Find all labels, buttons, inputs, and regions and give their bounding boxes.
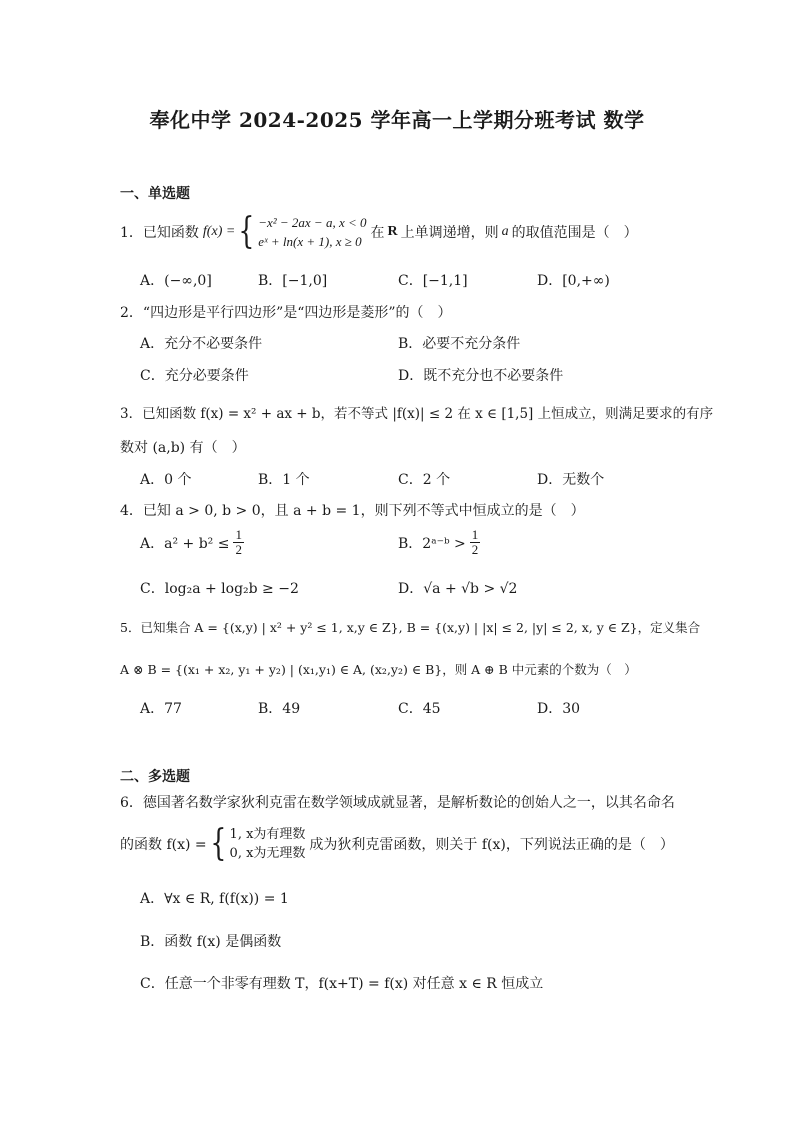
q4-option-b-text: B．2ᵃ⁻ᵇ > <box>398 535 466 552</box>
q2-option-b[interactable]: B．必要不充分条件 <box>398 336 521 352</box>
q1-option-c[interactable]: C．[−1,1] <box>398 273 468 289</box>
q1-option-d[interactable]: D．[0,+∞) <box>537 273 610 289</box>
q1-option-a[interactable]: A．(−∞,0] <box>140 273 212 289</box>
q4-a-frac-den: 2 <box>235 542 242 557</box>
q4-a-frac-num: 1 <box>235 527 242 542</box>
q4-option-d[interactable]: D．√a + √b > √2 <box>398 581 518 597</box>
q6-option-c[interactable]: C．任意一个非零有理数 T，f(x+T) = f(x) 对任意 x ∈ R 恒成立 <box>140 976 544 992</box>
question-6-stem-line2 <box>120 824 674 864</box>
q6-pre: 的函数 f(x) = <box>120 837 207 853</box>
q1-cases <box>258 213 366 251</box>
q4-option-a[interactable] <box>140 528 244 557</box>
q3-option-c[interactable]: C．2 个 <box>398 472 451 488</box>
question-3-stem-line1: 3．已知函数 f(x) = x² + ax + b，若不等式 |f(x)| ≤ 2 在 x ∈ [1,5] 上恒成立，则满足要求的有序 <box>120 406 714 422</box>
q2-option-a[interactable]: A．充分不必要条件 <box>140 336 263 352</box>
q1-tail-a: 在 <box>370 225 385 241</box>
q5-option-b[interactable]: B．49 <box>258 701 301 717</box>
q2-option-c[interactable]: C．充分必要条件 <box>140 368 249 384</box>
q4-option-b-fraction <box>470 528 481 557</box>
q6-case-2: 0, x为无理数 <box>229 846 306 861</box>
q1-case-2: eˣ + ln(x + 1), x ≥ 0 <box>258 234 362 249</box>
q4-option-c[interactable]: C．log₂a + log₂b ≥ −2 <box>140 581 299 597</box>
q3-option-d[interactable]: D．无数个 <box>537 472 605 488</box>
q6-cases <box>230 825 306 863</box>
question-4-stem: 4．已知 a > 0, b > 0，且 a + b = 1，则下列不等式中恒成立的是（ ） <box>120 503 585 519</box>
q6-option-a[interactable]: A．∀x ∈ R, f(f(x)) = 1 <box>140 891 289 907</box>
q4-b-frac-num: 1 <box>471 527 479 542</box>
q4-option-a-text: A．a² + b² ≤ <box>140 535 230 552</box>
q1-case-1: −x² − 2ax − a, x < 0 <box>258 215 367 230</box>
section-multiple-choice: 二、多选题 <box>120 769 190 785</box>
q6-brace: { <box>210 823 227 864</box>
q5-option-d[interactable]: D．30 <box>537 701 581 717</box>
q1-tail-b: 上单调递增，则 <box>400 225 499 241</box>
q1-tail-c: a <box>501 224 509 239</box>
question-5-stem-line2: A ⊗ B = {(x₁ + x₂, y₁ + y₂) | (x₁,y₁) ∈ A, (x₂,y₂) ∈ B}，则 A ⊕ B 中元素的个数为（ ） <box>120 662 637 677</box>
q6-post: 成为狄利克雷函数，则关于 f(x)，下列说法正确的是（ ） <box>309 837 674 853</box>
q1-brace: { <box>238 211 255 252</box>
question-3-stem-line2: 数对 (a,b) 有（ ） <box>120 440 246 456</box>
q3-option-b[interactable]: B．1 个 <box>258 472 310 488</box>
q1-function: f(x) = <box>202 224 236 239</box>
q4-option-a-fraction <box>233 528 244 557</box>
q1-number: 1．已知函数 <box>120 225 199 241</box>
q1-tail-R: R <box>387 224 398 239</box>
q1-tail-d: 的取值范围是（ ） <box>511 225 638 241</box>
question-5-stem-line1: 5．已知集合 A = {(x,y) | x² + y² ≤ 1, x,y ∈ Z}, B = {(x,y) | |x| ≤ 2, |y| ≤ 2, x, y ∈ Z}，定义集合 <box>120 620 701 635</box>
q3-option-a[interactable]: A．0 个 <box>140 472 192 488</box>
q6-case-1: 1, x为有理数 <box>229 827 306 842</box>
q4-b-frac-den: 2 <box>471 542 479 557</box>
question-1-stem <box>120 212 638 252</box>
exam-title: 奉化中学 2024-2025 学年高一上学期分班考试 数学 <box>149 108 645 132</box>
q5-option-a[interactable]: A．77 <box>140 701 182 717</box>
section-single-choice: 一、单选题 <box>120 186 190 202</box>
q4-option-b[interactable] <box>398 528 480 557</box>
question-2-stem: 2．“四边形是平行四边形”是“四边形是菱形”的（ ） <box>120 305 452 321</box>
q5-option-c[interactable]: C．45 <box>398 701 441 717</box>
question-6-stem-line1: 6．德国著名数学家狄利克雷在数学领域成就显著，是解析数论的创始人之一，以其名命名 <box>120 795 675 811</box>
q6-option-b[interactable]: B．函数 f(x) 是偶函数 <box>140 934 282 950</box>
q2-option-d[interactable]: D．既不充分也不必要条件 <box>398 368 564 384</box>
q1-option-b[interactable]: B．[−1,0] <box>258 273 328 289</box>
